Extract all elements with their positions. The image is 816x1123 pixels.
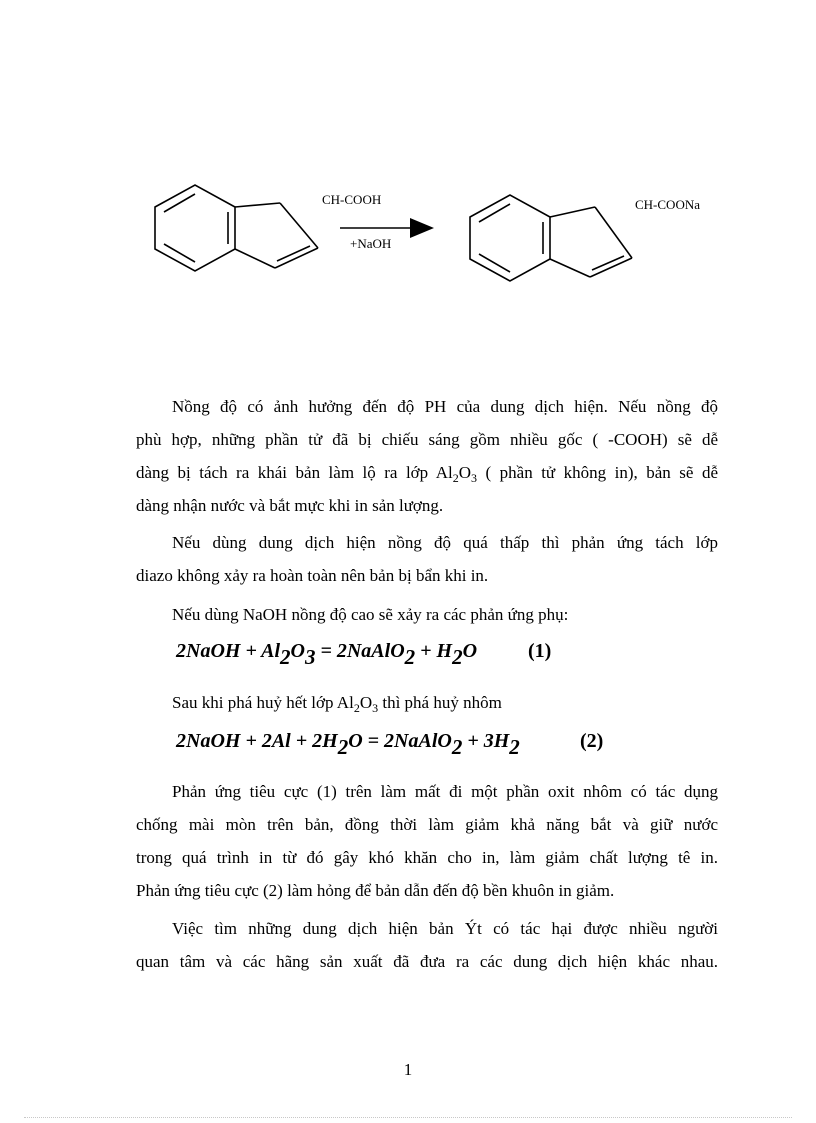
reaction-diagram [140,160,740,310]
text-span: ( phần tử không in), bản sẽ dễ [477,463,718,482]
text-span: Sau khi phá huỷ hết lớp Al [172,693,354,712]
paragraph-2 [136,526,718,592]
text-line: Nồng độ có ảnh hưởng đến độ PH của dung dịch hiện. Nếu nồng độ [172,397,718,416]
text-line: Việc tìm những dung dịch hiện bản Ýt có tác hại được nhiều người [172,919,718,938]
text-span: dàng bị tách ra khái bản làm lộ ra lớp Al [136,463,453,482]
reagent-label: +NaOH [350,236,392,251]
reactant-group-label: CH-COOH [322,192,382,207]
eq-subscript: 3 [304,645,316,669]
equation-2 [176,730,616,760]
equation-number: (1) [528,640,552,662]
text-line: Nếu dùng NaOH nồng độ cao sẽ xảy ra các phản ứng phụ: [172,605,569,624]
paragraph-6 [136,912,718,978]
subscript: 3 [471,471,478,485]
text-line: Phản ứng tiêu cực (2) làm hỏng để bản dẫn đến độ bền khuôn in giảm. [136,881,615,900]
text-line: phù hợp, những phần tử đã bị chiếu sáng gồm nhiều gốc ( -COOH) sẽ dễ [136,430,718,449]
eq-part: + 3H [462,730,510,752]
equation-number: (2) [580,730,604,752]
paragraph-1 [136,390,718,522]
page-number: 1 [403,1060,413,1079]
text-line: Phản ứng tiêu cực (1) trên làm mất đi một phần oxit nhôm có tác dụng [172,782,718,801]
text-line: diazo không xảy ra hoàn toàn nên bản bị bẩn khi in. [136,566,489,585]
text-line: quan tâm và các hãng sản xuất đã đưa ra các dung dịch hiện khác nhau. [136,952,718,971]
text-span: O [359,693,373,712]
text-line: chống mài mòn trên bản, đồng thời làm giảm khả năng bắt và giữ nước [136,815,718,834]
reaction-arrow [340,218,434,238]
eq-part: 2NaOH + Al [176,640,280,662]
eq-subscript: 2 [404,645,416,669]
subscript: 2 [353,701,360,715]
eq-subscript: 2 [280,645,291,669]
page-bottom-rule [24,1117,792,1118]
text-span: thì phá huỷ nhôm [378,693,502,712]
reactant-structure [155,185,318,271]
eq-part: O [290,640,305,662]
eq-subscript: 2 [337,735,349,759]
text-line [136,686,718,719]
text-span: O [458,463,472,482]
subscript: 2 [452,471,459,485]
eq-subscript: 2 [509,735,520,759]
eq-subscript: 2 [452,645,463,669]
product-group-label: CH-COONa [635,197,700,212]
text-line [136,456,718,489]
paragraph-5 [136,775,718,907]
reaction-svg [140,160,740,310]
eq-subscript: 2 [451,735,463,759]
text-line: dàng nhận nước và bắt mực khi in sản lượng. [136,496,444,515]
paragraph-3 [136,598,718,631]
subscript: 3 [372,701,379,715]
product-structure [470,195,632,281]
equation-1 [176,640,596,670]
eq-part: O = 2NaAlO [348,730,452,752]
paragraph-4 [136,686,718,719]
eq-part: O [462,640,478,662]
text-line: trong quá trình in từ đó gây khó khăn cho in, làm giảm chất lượng tê in. [136,848,718,867]
text-line: Nếu dùng dung dịch hiện nồng độ quá thấp thì phản ứng tách lớp [172,533,718,552]
eq-part: 2NaOH + 2Al + 2H [176,730,338,752]
eq-part: + H [415,640,453,662]
eq-part: = 2NaAlO [315,640,405,662]
